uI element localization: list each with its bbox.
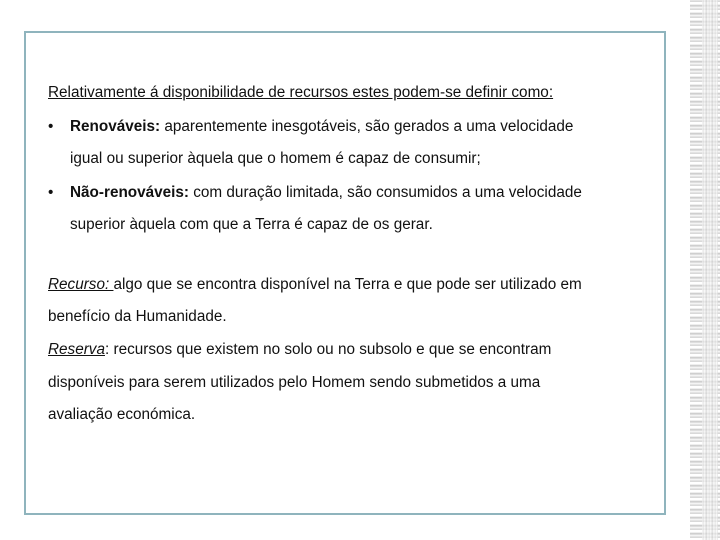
definition-text: algo que se encontra disponível na Terra e que pode ser utilizado em — [113, 276, 582, 293]
definition-term: Reserva — [48, 341, 105, 358]
definition-term: Recurso: — [48, 276, 114, 293]
decorative-edge — [690, 0, 720, 540]
decorative-edge-texture — [702, 0, 718, 540]
definition-reserva — [48, 341, 638, 426]
bullet-renewable — [48, 118, 638, 170]
bullet-text-continued: superior àquela com que a Terra é capaz de os gerar. — [70, 216, 433, 233]
definition-text: : recursos que existem no solo ou no subsolo e que se encontram — [104, 341, 552, 358]
bullet-text: com duração limitada, são consumidos a uma velocidade — [189, 184, 582, 201]
bullet-term: Renováveis: — [70, 118, 161, 135]
slide-content — [48, 84, 638, 426]
bullet-marker: • — [48, 184, 54, 201]
bullet-text: aparentemente inesgotáveis, são gerados a uma velocidade — [160, 118, 574, 135]
bullet-nonrenewable — [48, 184, 638, 236]
definition-text-continued: avaliação económica. — [48, 406, 196, 423]
bullet-marker: • — [48, 118, 54, 135]
definition-text-continued: disponíveis para serem utilizados pelo Homem sendo submetidos a uma — [48, 374, 541, 391]
bullet-term: Não-renováveis: — [70, 184, 190, 201]
definition-recurso — [48, 276, 638, 328]
slide-heading: Relativamente á disponibilidade de recursos estes podem-se definir como: — [48, 84, 554, 101]
bullet-text-continued: igual ou superior àquela que o homem é capaz de consumir; — [70, 150, 481, 167]
definition-text-continued: benefício da Humanidade. — [48, 308, 227, 325]
